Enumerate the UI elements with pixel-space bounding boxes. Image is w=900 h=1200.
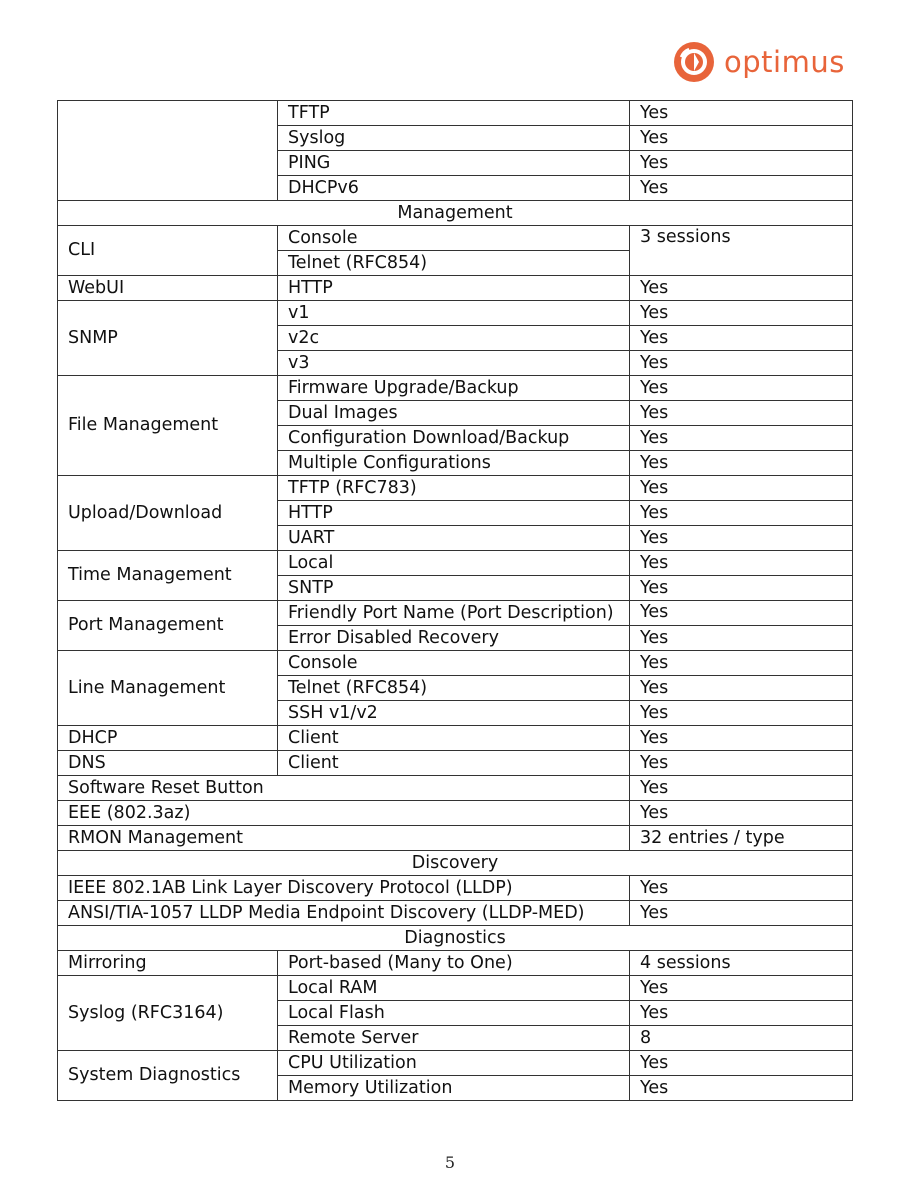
value-cell: Yes (630, 651, 853, 676)
table-row (58, 376, 853, 401)
table-row (58, 826, 853, 851)
value-cell: Yes (630, 776, 853, 801)
value-cell: Yes (630, 1001, 853, 1026)
optimus-logo (672, 38, 845, 86)
item-cell: Console (278, 651, 630, 676)
value-cell: Yes (630, 801, 853, 826)
item-cell: Telnet (RFC854) (278, 676, 630, 701)
item-cell: Port-based (Many to One) (278, 951, 630, 976)
section-header: Management (58, 201, 853, 226)
table-row (58, 101, 853, 126)
value-cell: Yes (630, 301, 853, 326)
feature-cell: Software Reset Button (58, 776, 630, 801)
value-cell: Yes (630, 426, 853, 451)
feature-cell: DNS (58, 751, 278, 776)
section-row (58, 851, 853, 876)
value-cell: Yes (630, 701, 853, 726)
item-cell: SNTP (278, 576, 630, 601)
spec-table (57, 100, 853, 1101)
value-cell: Yes (630, 1051, 853, 1076)
item-cell: Client (278, 751, 630, 776)
item-cell: Configuration Download/Backup (278, 426, 630, 451)
item-cell: v1 (278, 301, 630, 326)
section-row (58, 926, 853, 951)
value-cell: Yes (630, 626, 853, 651)
item-cell: Client (278, 726, 630, 751)
table-row (58, 726, 853, 751)
value-cell: Yes (630, 601, 853, 626)
item-cell: Dual Images (278, 401, 630, 426)
optimus-logo-icon (672, 40, 716, 84)
value-cell: Yes (630, 976, 853, 1001)
table-row (58, 976, 853, 1001)
value-cell: Yes (630, 126, 853, 151)
item-cell: Console (278, 226, 630, 251)
section-header: Diagnostics (58, 926, 853, 951)
table-row (58, 801, 853, 826)
feature-cell: CLI (58, 226, 278, 276)
value-cell: Yes (630, 376, 853, 401)
table-row (58, 901, 853, 926)
page-number: 5 (444, 1153, 456, 1172)
value-cell: 4 sessions (630, 951, 853, 976)
value-cell: Yes (630, 751, 853, 776)
value-cell: Yes (630, 501, 853, 526)
item-cell: Firmware Upgrade/Backup (278, 376, 630, 401)
feature-cell: Upload/Download (58, 476, 278, 551)
table-row (58, 1051, 853, 1076)
section-header: Discovery (58, 851, 853, 876)
table-row (58, 551, 853, 576)
item-cell: UART (278, 526, 630, 551)
feature-cell: Mirroring (58, 951, 278, 976)
table-row (58, 776, 853, 801)
value-cell: Yes (630, 901, 853, 926)
item-cell: Local (278, 551, 630, 576)
feature-cell: DHCP (58, 726, 278, 751)
item-cell: Friendly Port Name (Port Description) (278, 601, 630, 626)
feature-cell: Port Management (58, 601, 278, 651)
item-cell: TFTP (RFC783) (278, 476, 630, 501)
feature-cell: RMON Management (58, 826, 630, 851)
feature-cell: Time Management (58, 551, 278, 601)
item-cell: v2c (278, 326, 630, 351)
table-row (58, 601, 853, 626)
value-cell: Yes (630, 401, 853, 426)
feature-cell: System Diagnostics (58, 1051, 278, 1101)
table-row (58, 476, 853, 501)
value-cell: Yes (630, 676, 853, 701)
item-cell: Memory Utilization (278, 1076, 630, 1101)
value-cell: Yes (630, 476, 853, 501)
item-cell: TFTP (278, 101, 630, 126)
value-cell: Yes (630, 351, 853, 376)
feature-cell: IEEE 802.1AB Link Layer Discovery Protocol (LLDP) (58, 876, 630, 901)
feature-cell: EEE (802.3az) (58, 801, 630, 826)
value-cell: 8 (630, 1026, 853, 1051)
feature-cell: Line Management (58, 651, 278, 726)
value-cell: Yes (630, 551, 853, 576)
table-row (58, 876, 853, 901)
item-cell: Telnet (RFC854) (278, 251, 630, 276)
feature-cell: SNMP (58, 301, 278, 376)
item-cell: PING (278, 151, 630, 176)
brand-name: optimus (724, 45, 845, 79)
value-cell: Yes (630, 176, 853, 201)
table-row (58, 951, 853, 976)
value-cell: Yes (630, 451, 853, 476)
table-row (58, 276, 853, 301)
table-row (58, 301, 853, 326)
feature-cell: Syslog (RFC3164) (58, 976, 278, 1051)
item-cell: HTTP (278, 276, 630, 301)
value-cell: Yes (630, 576, 853, 601)
table-row (58, 751, 853, 776)
value-cell: Yes (630, 151, 853, 176)
feature-cell: ANSI/TIA-1057 LLDP Media Endpoint Discovery (LLDP-MED) (58, 901, 630, 926)
item-cell: DHCPv6 (278, 176, 630, 201)
value-cell: 3 sessions (630, 226, 853, 276)
value-cell: Yes (630, 1076, 853, 1101)
item-cell: HTTP (278, 501, 630, 526)
value-cell: Yes (630, 876, 853, 901)
item-cell: Syslog (278, 126, 630, 151)
feature-cell: File Management (58, 376, 278, 476)
value-cell: 32 entries / type (630, 826, 853, 851)
value-cell: Yes (630, 326, 853, 351)
feature-cell: WebUI (58, 276, 278, 301)
item-cell: Multiple Configurations (278, 451, 630, 476)
item-cell: SSH v1/v2 (278, 701, 630, 726)
value-cell: Yes (630, 526, 853, 551)
item-cell: Error Disabled Recovery (278, 626, 630, 651)
table-row (58, 226, 853, 251)
item-cell: CPU Utilization (278, 1051, 630, 1076)
value-cell: Yes (630, 276, 853, 301)
section-row (58, 201, 853, 226)
spec-table-body (58, 101, 853, 1101)
item-cell: Local RAM (278, 976, 630, 1001)
table-row (58, 651, 853, 676)
item-cell: Remote Server (278, 1026, 630, 1051)
item-cell: Local Flash (278, 1001, 630, 1026)
value-cell: Yes (630, 726, 853, 751)
value-cell: Yes (630, 101, 853, 126)
item-cell: v3 (278, 351, 630, 376)
feature-cell (58, 101, 278, 201)
